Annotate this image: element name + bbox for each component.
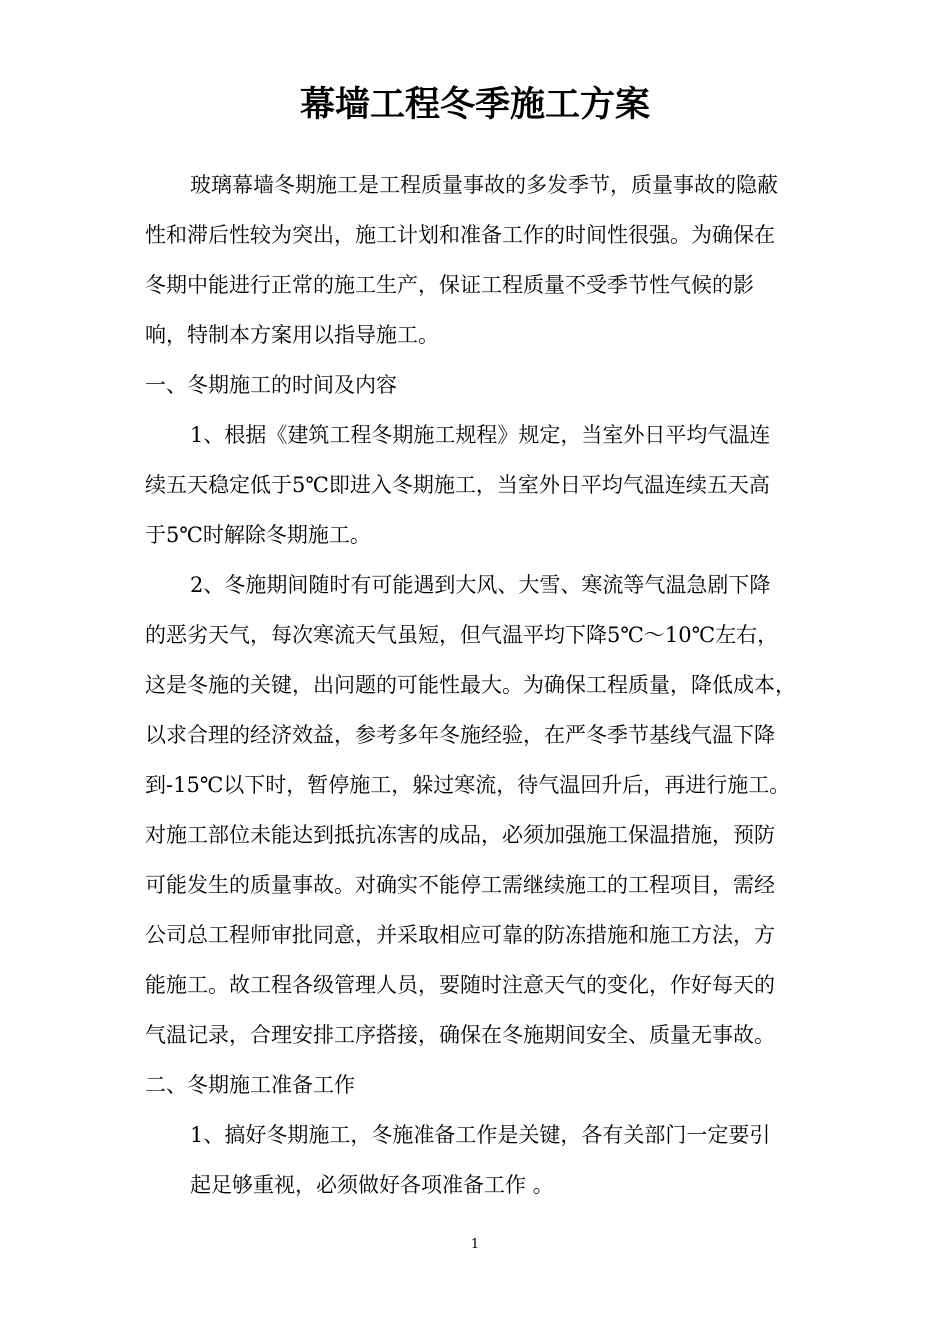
section-heading-1: 一、冬期施工的时间及内容: [145, 373, 397, 397]
paragraph-3-line-1: 1、搞好冬期施工，冬施准备工作是关键，各有关部门一定要引: [190, 1123, 771, 1147]
paragraph-intro-line-4: 响，特制本方案用以指导施工。: [145, 323, 439, 347]
paragraph-2-line-7: 可能发生的质量事故。对确实不能停工需继续施工的工程项目，需经: [145, 873, 775, 897]
paragraph-2-line-10: 气温记录，合理安排工序搭接，确保在冬施期间安全、质量无事故。: [145, 1023, 775, 1047]
paragraph-2-line-8: 公司总工程师审批同意，并采取相应可靠的防冻措施和施工方法，方: [145, 923, 775, 947]
paragraph-1-line-3: 于5℃时解除冬期施工。: [145, 523, 371, 547]
paragraph-1-line-1: 1、根据《建筑工程冬期施工规程》规定，当室外日平均气温连: [190, 423, 771, 447]
document-body: [145, 160, 825, 1210]
paragraph-3-line-2: 起足够重视，必须做好各项准备工作 。: [190, 1173, 554, 1197]
paragraph-intro-line-2: 性和滞后性较为突出，施工计划和准备工作的时间性很强。为确保在: [145, 223, 775, 247]
paragraph-2-line-6: 对施工部位未能达到抵抗冻害的成品，必须加强施工保温措施，预防: [145, 823, 775, 847]
paragraph-1-line-2: 续五天稳定低于5℃即进入冬期施工，当室外日平均气温连续五天高: [145, 473, 770, 497]
paragraph-2-line-1: 2、冬施期间随时有可能遇到大风、大雪、寒流等气温急剧下降: [190, 573, 771, 597]
paragraph-2-line-3: 这是冬施的关键，出问题的可能性最大。为确保工程质量，降低成本，: [145, 673, 796, 697]
page-number: 1: [470, 1237, 480, 1252]
document-title: 幕墙工程冬季施工方案: [299, 84, 650, 125]
section-heading-2: 二、冬期施工准备工作: [145, 1073, 355, 1097]
paragraph-2-line-9: 能施工。故工程各级管理人员，要随时注意天气的变化，作好每天的: [145, 973, 775, 997]
paragraph-intro-line-1: 玻璃幕墙冬期施工是工程质量事故的多发季节，质量事故的隐蔽: [190, 173, 778, 197]
paragraph-2-line-4: 以求合理的经济效益，参考多年冬施经验，在严冬季节基线气温下降: [145, 723, 775, 747]
paragraph-2-line-2: 的恶劣天气，每次寒流天气虽短，但气温平均下降5℃～10℃左右，: [145, 623, 779, 647]
paragraph-2-line-5: 到-15℃以下时，暂停施工，躲过寒流，待气温回升后，再进行施工。: [145, 773, 791, 797]
paragraph-intro-line-3: 冬期中能进行正常的施工生产，保证工程质量不受季节性气候的影: [145, 273, 754, 297]
